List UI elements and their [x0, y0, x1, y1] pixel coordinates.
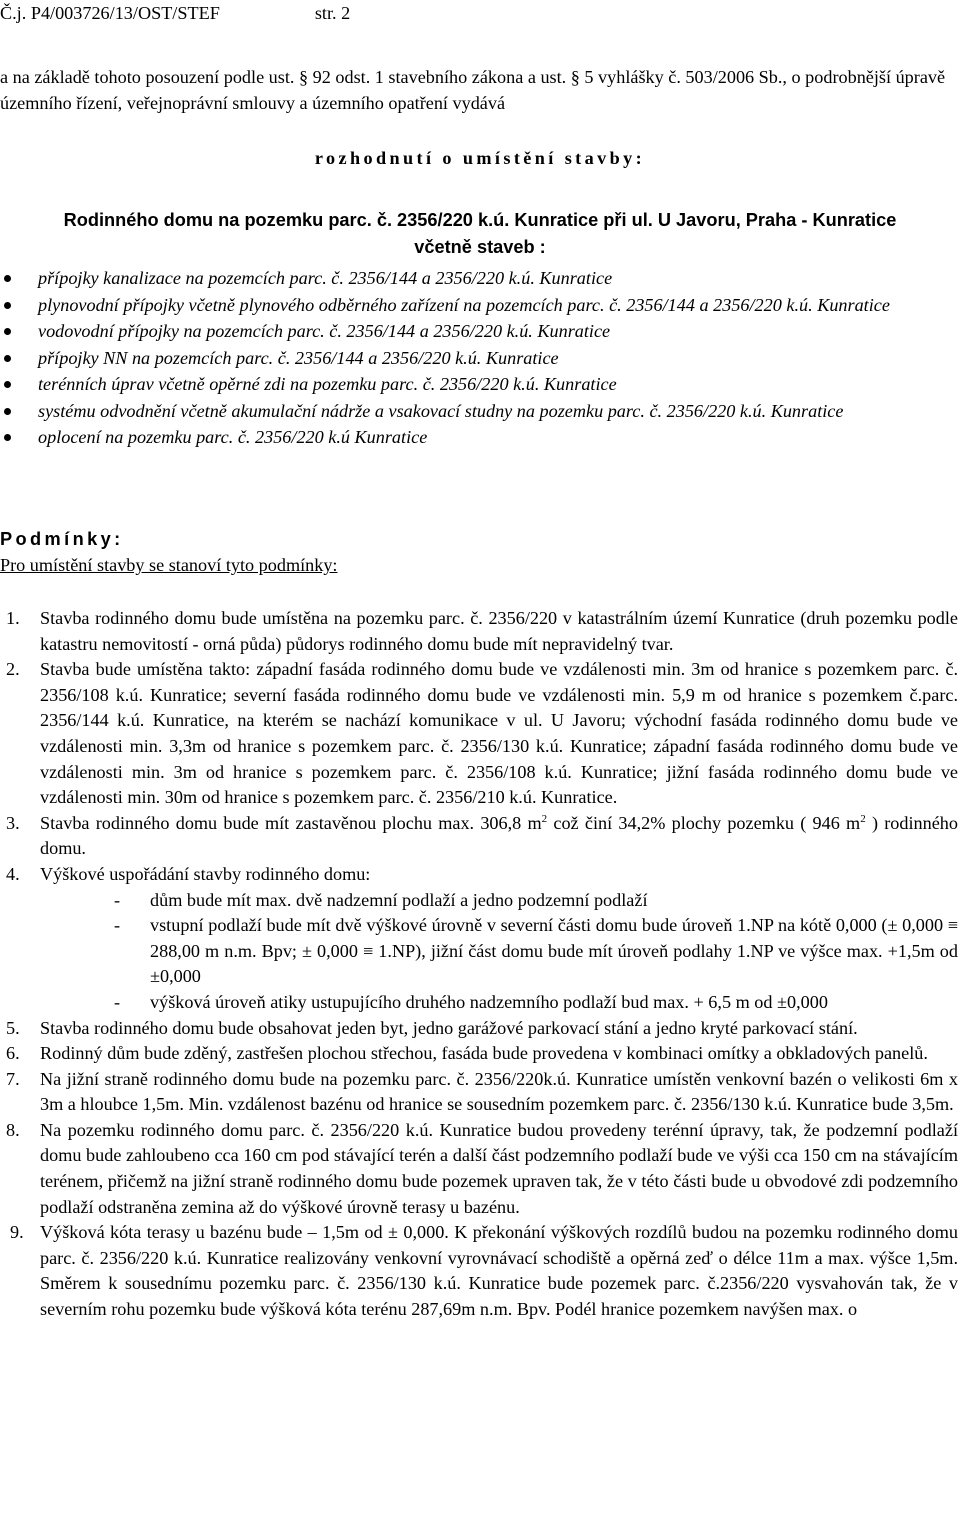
list-item: přípojky NN na pozemcích parc. č. 2356/144 a 2356/220 k.ú. Kunratice: [0, 345, 958, 372]
condition-item: 8. Na pozemku rodinného domu parc. č. 2356/220 k.ú. Kunratice budou provedeny terénní úpravy, tak, že podzemní podlaží domu bude zahloubeno cca 160 cm pod stávající terén a další část podzemního podlaží bude ve výši cca 150 cm na stávajícím terénem, přičemž na jižní straně rodinného domu bude pozemek upraven tak, že v této části bude u obvodové zdi podzemního podlaží odstraněna zemina až do výškové úrovně terasy u bazénu.: [6, 1119, 958, 1217]
condition-item: 5. Stavba rodinného domu bude obsahovat jeden byt, jedno garážové parkovací stání a jedno kryté parkovací stání.: [6, 1017, 858, 1038]
sub-item: - vstupní podlaží bude mít dvě výškové úrovně v severní části domu bude úroveň 1.NP na kótě 0,000 (± 0,000 ≡ 288,00 m n.m. Bpv; ± 0,000 ≡ 1.NP), jižní část domu bude mít úroveň podlahy 1.NP ve výšce max. +1,5m od ±0,000: [114, 915, 958, 987]
included-structures-list: [0, 265, 960, 451]
bullet-icon: [4, 434, 11, 441]
bullet-icon: [4, 275, 11, 282]
subject-line: Rodinného domu na pozemku parc. č. 2356/220 k.ú. Kunratice při ul. U Javoru, Praha - Kunratice: [63, 210, 897, 230]
bullet-icon: [4, 408, 11, 415]
condition-item: 3. Stavba rodinného domu bude mít zastavěnou plochu max. 306,8 $m^2$ což činí 34,2% plochy pozemku ( 946 $m^2$ ) rodinného domu.: [6, 812, 958, 859]
conditions-heading: Podmínky:: [0, 529, 124, 549]
page-number: str. 2: [314, 3, 351, 23]
conditions-list: [0, 606, 958, 1323]
bullet-icon: [4, 302, 11, 309]
bullet-icon: [4, 381, 11, 388]
condition-item: 7. Na jižní straně rodinného domu bude na pozemku parc. č. 2356/220k.ú. Kunratice umístěn venkovní bazén o velikosti 6m x 3m a hloubce 1,5m. Min. vzdálenost bazénu od hranice se sousedním pozemkem parc. č. 2356/130 k.ú. Kunratice bude 3,5m.: [6, 1068, 958, 1115]
condition-item: 1. Stavba rodinného domu bude umístěna na pozemku parc. č. 2356/220 v katastrálním území Kunratice (druh pozemku podle katastru nemovitostí - orná půda) půdorys rodinného domu bude mít nepravidelný tvar.: [6, 608, 958, 654]
conditions-subheading: Pro umístění stavby se stanoví tyto podmínky:: [0, 555, 338, 575]
decision-title: rozhodnutí o umístění stavby:: [314, 148, 646, 168]
subject-including: včetně staveb :: [414, 237, 546, 257]
intro-paragraph: a na základě tohoto posouzení podle ust. § 92 odst. 1 stavebního zákona a ust. § 5 vyhlášky č. 503/2006 Sb., o podrobnější úpravě územního řízení, veřejnoprávní smlouvy a územního opatření vydává: [0, 67, 946, 113]
sub-item: - výšková úroveň atiky ustupujícího druhého nadzemního podlaží bud max. + 6,5 m od ±0,000: [114, 991, 828, 1012]
sub-item: - dům bude mít max. dvě nadzemní podlaží a jedno podzemní podlaží: [114, 889, 648, 910]
building-subject: [0, 207, 960, 261]
bullet-icon: [4, 328, 11, 335]
height-sublist: [40, 888, 958, 1016]
list-item: plynovodní přípojky včetně plynového odběrného zařízení na pozemcích parc. č. 2356/144 a 2356/220 k.ú. Kunratice: [0, 292, 958, 319]
condition-item: 2. Stavba bude umístěna takto: západní fasáda rodinného domu bude ve vzdálenosti min. 3m od hranice s pozemkem parc. č. 2356/108 k.ú. Kunratice; severní fasáda rodinného domu bude ve vzdálenosti min. 5,9 m od hranice s pozemkem č.parc. 2356/144 k.ú. Kunratice, na kterém se nachází komunikace v ul. U Javoru; východní fasáda rodinného domu bude ve vzdálenosti min. 3,3m od hranice s pozemkem parc. č. 2356/130 k.ú. Kunratice; západní fasáda rodinného domu bude ve vzdálenosti min. 3m od hranice s pozemkem parc. č. 2356/108 k.ú. Kunratice; jižní fasáda rodinného domu bude ve vzdálenosti min. 30m od hranice s pozemkem parc. č. 2356/210 k.ú. Kunratice.: [6, 659, 958, 808]
condition-item: 6. Rodinný dům bude zděný, zastřešen plochou střechou, fasáda bude provedena v kombinaci omítky a obkladových panelů.: [6, 1043, 928, 1064]
list-item: vodovodní přípojky na pozemcích parc. č. 2356/144 a 2356/220 k.ú. Kunratice: [0, 318, 958, 345]
condition-item: 9. Výšková kóta terasy u bazénu bude – 1,5m od ± 0,000. K překonání výškových rozdílů budou na pozemku rodinného domu parc. č. 2356/220 k.ú. Kunratice realizovány venkovní vyrovnávací schodiště a opěrná zeď o délce 11m a max. výšce 1,5m. Směrem k sousednímu pozemku parc. č. 2356/130 k.ú. Kunratice bude pozemek parc. č.2356/220 vysvahován tak, že v severním rohu pozemku bude výšková kóta terénu 287,69m n.m. Bpv. Podél hranice pozemkem navýšen max. o: [10, 1222, 958, 1320]
reference-number: Č.j. P4/003726/13/OST/STEF: [0, 3, 220, 23]
bullet-icon: [4, 355, 11, 362]
list-item: přípojky kanalizace na pozemcích parc. č. 2356/144 a 2356/220 k.ú. Kunratice: [0, 265, 958, 292]
page-header: [0, 2, 350, 24]
list-item: systému odvodnění včetně akumulační nádrže a vsakovací studny na pozemku parc. č. 2356/220 k.ú. Kunratice: [0, 398, 958, 425]
list-item: terénních úprav včetně opěrné zdi na pozemku parc. č. 2356/220 k.ú. Kunratice: [0, 371, 958, 398]
condition-item: 4. Výškové uspořádání stavby rodinného domu: - dům bude mít max. dvě nadzemní podlaží a jedno podzemní podlaží - vstupní podlaží bude mít dvě výškové úrovně v severní části domu bude úroveň 1.NP na kótě 0,000 (± 0,000 ≡ 288,00 m n.m. Bpv; ± 0,000 ≡ 1.NP), jižní část domu bude mít úroveň podlahy 1.NP ve výšce max. +1,5m od ±0,000 - výšková úroveň atiky ustupujícího druhého nadzemního podlaží bud max. + 6,5 m od ±0,000: [0, 862, 958, 1016]
list-item: oplocení na pozemku parc. č. 2356/220 k.ú Kunratice: [0, 424, 958, 451]
